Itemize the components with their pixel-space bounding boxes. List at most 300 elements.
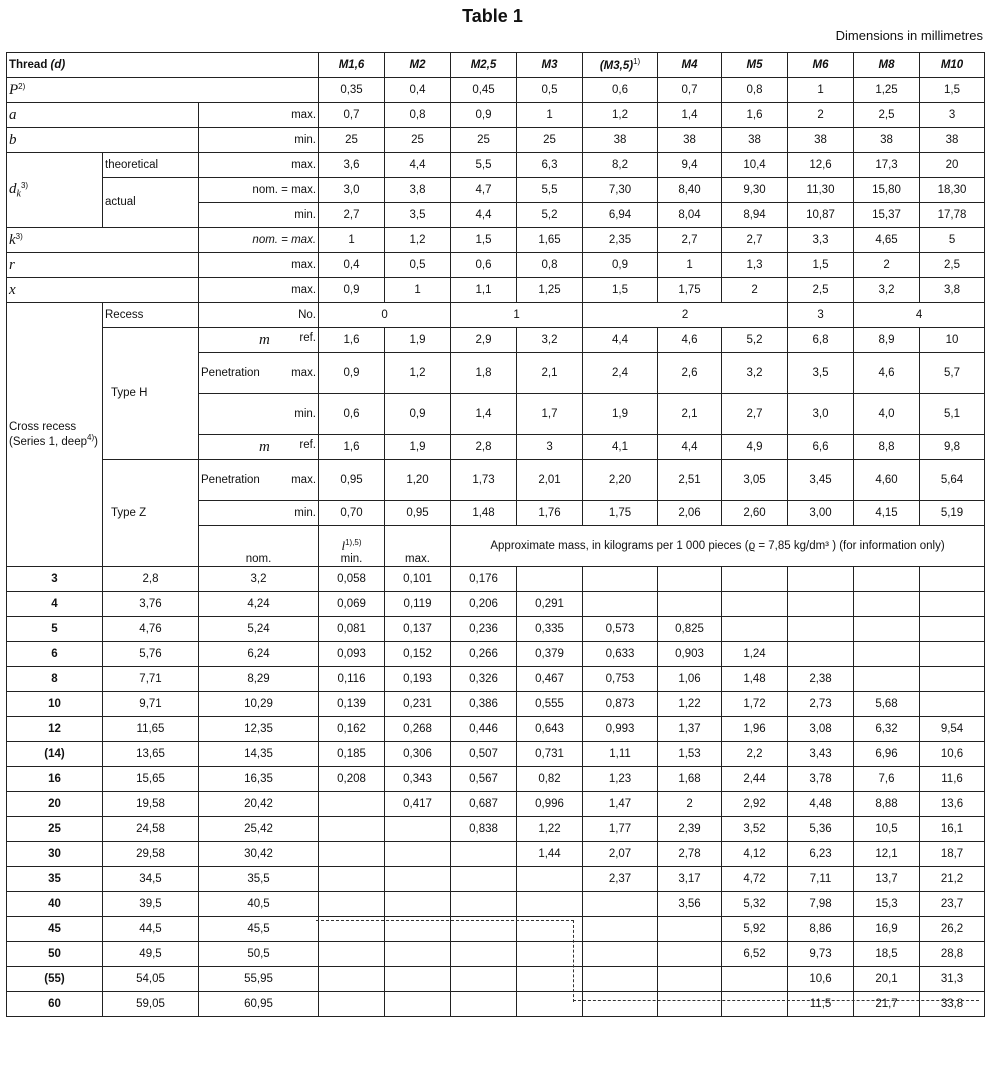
value-cell: 1,6 [319, 435, 385, 460]
mass-value: 0,903 [658, 642, 722, 667]
pitch-label: $P^{2)}$ [7, 78, 319, 103]
cross-recess-label: Cross recess (Series 1, deep$^{4)}$) [7, 303, 103, 567]
limit-label: max. [199, 153, 319, 178]
mass-value: 12,1 [854, 842, 920, 867]
length-max: 60,95 [199, 992, 319, 1017]
mass-value: 0,993 [583, 717, 658, 742]
length-nom: 45 [7, 917, 103, 942]
empty-cell [854, 567, 920, 592]
value-cell: 3,3 [788, 228, 854, 253]
length-min: 2,8 [103, 567, 199, 592]
value-cell: 0,35 [319, 78, 385, 103]
value-cell: 0,95 [319, 460, 385, 501]
empty-cell [920, 592, 985, 617]
mass-value: 2,39 [658, 817, 722, 842]
value-cell: 38 [920, 128, 985, 153]
mass-value: 0,467 [517, 667, 583, 692]
table-row [7, 842, 985, 867]
dk-label: $d_k^{3)}$ [7, 153, 103, 228]
table-row [7, 78, 985, 103]
table-row [7, 817, 985, 842]
mass-value: 0,139 [319, 692, 385, 717]
mass-value: 0,268 [385, 717, 451, 742]
value-cell: 2,60 [722, 501, 788, 526]
symbol-m: m [259, 331, 270, 348]
value-cell: 5,5 [517, 178, 583, 203]
empty-cell [722, 967, 788, 992]
recess-no-label: No. [199, 303, 319, 328]
value-cell: 1,25 [517, 278, 583, 303]
length-nom: 12 [7, 717, 103, 742]
mass-value: 28,8 [920, 942, 985, 967]
value-cell: 0,5 [517, 78, 583, 103]
thread-size-header [583, 53, 658, 78]
mass-value: 0,573 [583, 617, 658, 642]
value-cell: 5 [920, 228, 985, 253]
value-cell: 4,4 [658, 435, 722, 460]
empty-cell [385, 867, 451, 892]
empty-cell [854, 592, 920, 617]
value-cell: 3,45 [788, 460, 854, 501]
table-row [7, 742, 985, 767]
mass-value: 0,825 [658, 617, 722, 642]
mass-value: 21,2 [920, 867, 985, 892]
mass-value: 0,753 [583, 667, 658, 692]
length-nom: 10 [7, 692, 103, 717]
value-cell: 9,30 [722, 178, 788, 203]
empty-cell [451, 967, 517, 992]
length-min: 59,05 [103, 992, 199, 1017]
value-cell: 10 [920, 328, 985, 353]
empty-cell [788, 567, 854, 592]
length-max: 25,42 [199, 817, 319, 842]
empty-cell [385, 892, 451, 917]
empty-cell [788, 617, 854, 642]
value-cell: 25 [517, 128, 583, 153]
recess-number: 4 [854, 303, 985, 328]
mass-value: 1,06 [658, 667, 722, 692]
length-min: 7,71 [103, 667, 199, 692]
value-cell: 8,04 [658, 203, 722, 228]
value-cell: 1,5 [451, 228, 517, 253]
value-cell: 1,2 [385, 353, 451, 394]
limit-label: nom. = max. [199, 178, 319, 203]
value-cell: 1,9 [583, 394, 658, 435]
mass-value: 2 [658, 792, 722, 817]
mass-value: 0,82 [517, 767, 583, 792]
table-row [7, 942, 985, 967]
thread-size: M4 [681, 58, 698, 71]
table-row [7, 967, 985, 992]
value-cell: 1,20 [385, 460, 451, 501]
table-row [7, 328, 985, 353]
value-cell: 0,9 [319, 278, 385, 303]
value-cell: 15,80 [854, 178, 920, 203]
value-cell: 7,30 [583, 178, 658, 203]
value-cell: 5,19 [920, 501, 985, 526]
value-cell: 2,5 [788, 278, 854, 303]
mass-value: 0,326 [451, 667, 517, 692]
mass-value: 0,176 [451, 567, 517, 592]
empty-cell [583, 992, 658, 1017]
length-min: 34,5 [103, 867, 199, 892]
symbol-k: k [9, 231, 16, 248]
table-row [7, 692, 985, 717]
length-nom: 8 [7, 667, 103, 692]
table-row [7, 667, 985, 692]
length-nom: 50 [7, 942, 103, 967]
mass-value: 26,2 [920, 917, 985, 942]
thread-size: M3 [541, 58, 558, 71]
thread-size: M8 [878, 58, 895, 71]
b-label [7, 128, 199, 153]
value-cell: 4,0 [854, 394, 920, 435]
mass-value: 5,36 [788, 817, 854, 842]
empty-cell [920, 567, 985, 592]
theoretical-label: theoretical [103, 153, 199, 178]
empty-cell [517, 942, 583, 967]
mass-value: 0,291 [517, 592, 583, 617]
mass-value: 2,78 [658, 842, 722, 867]
value-cell: 5,5 [451, 153, 517, 178]
value-cell: 1,5 [788, 253, 854, 278]
mass-value: 9,54 [920, 717, 985, 742]
value-cell: 8,2 [583, 153, 658, 178]
empty-cell [517, 992, 583, 1017]
empty-cell [319, 842, 385, 867]
value-cell: 2 [854, 253, 920, 278]
empty-cell [722, 617, 788, 642]
value-cell: 1,75 [583, 501, 658, 526]
value-cell: 3,05 [722, 460, 788, 501]
thread-size-header [658, 53, 722, 78]
table-row [7, 592, 985, 617]
value-cell: 6,3 [517, 153, 583, 178]
mass-value: 15,3 [854, 892, 920, 917]
value-cell: 2,9 [451, 328, 517, 353]
mass-value: 9,73 [788, 942, 854, 967]
penetration-label: Penetration max. [199, 460, 319, 501]
mass-value: 8,86 [788, 917, 854, 942]
limit-label: max. [199, 278, 319, 303]
type-z-label: Type Z [103, 460, 199, 567]
mass-value: 1,11 [583, 742, 658, 767]
mass-value: 3,17 [658, 867, 722, 892]
value-cell: 4,1 [583, 435, 658, 460]
empty-cell [451, 867, 517, 892]
length-max: 5,24 [199, 617, 319, 642]
value-cell: 18,30 [920, 178, 985, 203]
mass-value: 1,53 [658, 742, 722, 767]
length-max: 3,2 [199, 567, 319, 592]
mass-value: 13,7 [854, 867, 920, 892]
value-cell: 25 [451, 128, 517, 153]
k-label: $k^{3)}$ [7, 228, 199, 253]
value-cell: 0,9 [385, 394, 451, 435]
value-cell: 3,2 [722, 353, 788, 394]
value-cell: 4,4 [451, 203, 517, 228]
table-row [7, 642, 985, 667]
mass-value: 2,44 [722, 767, 788, 792]
value-cell: 4,4 [583, 328, 658, 353]
mass-value: 0,335 [517, 617, 583, 642]
thread-size: M2,5 [470, 58, 497, 71]
mass-value: 0,386 [451, 692, 517, 717]
mass-value: 1,48 [722, 667, 788, 692]
length-min: 44,5 [103, 917, 199, 942]
thread-size-header [517, 53, 583, 78]
length-nom: 25 [7, 817, 103, 842]
value-cell: 11,30 [788, 178, 854, 203]
mass-value: 0,058 [319, 567, 385, 592]
thread-size-header [722, 53, 788, 78]
length-nom: 60 [7, 992, 103, 1017]
length-min: 3,76 [103, 592, 199, 617]
thread-size: M5 [746, 58, 763, 71]
a-label [7, 103, 199, 128]
mass-value: 1,24 [722, 642, 788, 667]
limit-label: min. [199, 203, 319, 228]
value-cell: 4,7 [451, 178, 517, 203]
empty-cell [517, 567, 583, 592]
empty-cell [319, 792, 385, 817]
mass-value: 10,5 [854, 817, 920, 842]
mass-value: 3,08 [788, 717, 854, 742]
value-cell: 3,5 [788, 353, 854, 394]
length-min-header: $l^{1),5)}$ min. [319, 526, 385, 567]
value-cell: 0,8 [385, 103, 451, 128]
table-row [7, 278, 985, 303]
mass-value: 0,417 [385, 792, 451, 817]
mass-value: 0,507 [451, 742, 517, 767]
length-nom: 6 [7, 642, 103, 667]
length-nom: (14) [7, 742, 103, 767]
empty-cell [319, 817, 385, 842]
value-cell: 8,9 [854, 328, 920, 353]
value-cell: 5,7 [920, 353, 985, 394]
value-cell: 1,9 [385, 328, 451, 353]
value-cell: 2,7 [658, 228, 722, 253]
empty-cell [385, 992, 451, 1017]
value-cell: 4,15 [854, 501, 920, 526]
empty-cell [517, 967, 583, 992]
empty-cell [385, 842, 451, 867]
mass-value: 4,72 [722, 867, 788, 892]
mass-value: 1,22 [517, 817, 583, 842]
symbol-r: r [9, 256, 15, 273]
value-cell: 25 [385, 128, 451, 153]
empty-cell [583, 917, 658, 942]
mass-value: 5,92 [722, 917, 788, 942]
empty-cell [658, 967, 722, 992]
length-min: 5,76 [103, 642, 199, 667]
mass-value: 1,96 [722, 717, 788, 742]
mass-value: 0,306 [385, 742, 451, 767]
length-min: 19,58 [103, 792, 199, 817]
mass-value: 1,47 [583, 792, 658, 817]
mass-value: 11,6 [920, 767, 985, 792]
value-cell: 2,06 [658, 501, 722, 526]
length-max: 40,5 [199, 892, 319, 917]
value-cell: 1,73 [451, 460, 517, 501]
table-row [7, 717, 985, 742]
value-cell: 5,64 [920, 460, 985, 501]
mass-value: 0,996 [517, 792, 583, 817]
empty-cell [451, 942, 517, 967]
empty-cell [658, 992, 722, 1017]
value-cell: 20 [920, 153, 985, 178]
length-min: 49,5 [103, 942, 199, 967]
thread-size-header [788, 53, 854, 78]
mass-value: 2,2 [722, 742, 788, 767]
empty-cell [451, 892, 517, 917]
mass-value: 0,643 [517, 717, 583, 742]
thread-size: (M3,5) [599, 59, 634, 72]
value-cell: 15,37 [854, 203, 920, 228]
length-max: 55,95 [199, 967, 319, 992]
limit-label: min. [199, 394, 319, 435]
thread-size-header [385, 53, 451, 78]
value-cell: 38 [788, 128, 854, 153]
value-cell: 1,5 [583, 278, 658, 303]
mass-value: 10,6 [920, 742, 985, 767]
mass-value: 6,96 [854, 742, 920, 767]
length-nom: 5 [7, 617, 103, 642]
length-max: 10,29 [199, 692, 319, 717]
mass-value: 0,208 [319, 767, 385, 792]
mass-value: 0,236 [451, 617, 517, 642]
value-cell: 2,20 [583, 460, 658, 501]
mass-value: 11,5 [788, 992, 854, 1017]
mass-value: 0,081 [319, 617, 385, 642]
mass-value: 20,1 [854, 967, 920, 992]
value-cell: 1,1 [451, 278, 517, 303]
value-cell: 1 [319, 228, 385, 253]
length-max: 4,24 [199, 592, 319, 617]
mass-value: 1,37 [658, 717, 722, 742]
empty-cell [451, 992, 517, 1017]
value-cell: 0,5 [385, 253, 451, 278]
length-nom: (55) [7, 967, 103, 992]
recess-number: 0 [319, 303, 451, 328]
symbol-x: x [9, 281, 16, 298]
empty-cell [722, 592, 788, 617]
length-min: 29,58 [103, 842, 199, 867]
value-cell: 1,5 [920, 78, 985, 103]
m-ref-label [199, 328, 319, 353]
empty-cell [583, 592, 658, 617]
mass-value: 0,101 [385, 567, 451, 592]
dimensions-table [6, 52, 985, 1017]
empty-cell [385, 942, 451, 967]
value-cell: 2,7 [319, 203, 385, 228]
length-max: 20,42 [199, 792, 319, 817]
empty-cell [658, 942, 722, 967]
value-cell: 5,1 [920, 394, 985, 435]
empty-cell [385, 967, 451, 992]
nom-header: nom. [199, 526, 319, 567]
length-min: 24,58 [103, 817, 199, 842]
symbol-P: P [9, 81, 19, 98]
empty-cell [920, 617, 985, 642]
value-cell: 1,9 [385, 435, 451, 460]
mass-header: Approximate mass, in kilograms per 1 000 pieces (ϱ = 7,85 kg/dm³ ) (for information only) [451, 526, 985, 567]
value-cell: 3 [920, 103, 985, 128]
mass-value: 3,78 [788, 767, 854, 792]
symbol-a: a [9, 106, 17, 123]
length-max: 30,42 [199, 842, 319, 867]
empty-cell [319, 917, 385, 942]
empty-cell [920, 667, 985, 692]
mass-value: 0,119 [385, 592, 451, 617]
length-max: 14,35 [199, 742, 319, 767]
thread-d-label: (d) [50, 58, 66, 71]
length-nom: 3 [7, 567, 103, 592]
value-cell: 1,6 [319, 328, 385, 353]
length-min: 15,65 [103, 767, 199, 792]
value-cell: 5,2 [517, 203, 583, 228]
mass-value: 0,838 [451, 817, 517, 842]
mass-value: 0,567 [451, 767, 517, 792]
mass-value: 0,206 [451, 592, 517, 617]
empty-cell [517, 892, 583, 917]
mass-value: 0,731 [517, 742, 583, 767]
length-min: 11,65 [103, 717, 199, 742]
mass-value: 1,68 [658, 767, 722, 792]
value-cell: 2,51 [658, 460, 722, 501]
value-cell: 4,6 [658, 328, 722, 353]
r-label [7, 253, 199, 278]
mass-value: 18,7 [920, 842, 985, 867]
mass-value: 0,152 [385, 642, 451, 667]
value-cell: 10,87 [788, 203, 854, 228]
empty-cell [385, 917, 451, 942]
value-cell: 1,76 [517, 501, 583, 526]
length-min: 9,71 [103, 692, 199, 717]
mass-value: 3,43 [788, 742, 854, 767]
table-row [7, 767, 985, 792]
value-cell: 0,9 [451, 103, 517, 128]
value-cell: 0,4 [319, 253, 385, 278]
limit-label: max. [199, 103, 319, 128]
mass-value: 7,98 [788, 892, 854, 917]
length-max: 6,24 [199, 642, 319, 667]
length-min: 13,65 [103, 742, 199, 767]
empty-cell [583, 942, 658, 967]
mass-value: 0,069 [319, 592, 385, 617]
limit-label: min. [199, 128, 319, 153]
empty-cell [854, 617, 920, 642]
value-cell: 1,75 [658, 278, 722, 303]
empty-cell [658, 592, 722, 617]
value-cell: 1,2 [385, 228, 451, 253]
thread-size-header [920, 53, 985, 78]
recess-number: 3 [788, 303, 854, 328]
value-cell: 1,6 [722, 103, 788, 128]
value-cell: 2,5 [854, 103, 920, 128]
table-title: Table 1 [462, 6, 523, 26]
mass-value: 6,23 [788, 842, 854, 867]
length-nom: 4 [7, 592, 103, 617]
value-cell: 0,6 [451, 253, 517, 278]
thread-size-header [451, 53, 517, 78]
length-max: 35,5 [199, 867, 319, 892]
empty-cell [854, 667, 920, 692]
value-cell: 1,65 [517, 228, 583, 253]
recess-number: 2 [583, 303, 788, 328]
thread-size-header [319, 53, 385, 78]
mass-value: 6,32 [854, 717, 920, 742]
